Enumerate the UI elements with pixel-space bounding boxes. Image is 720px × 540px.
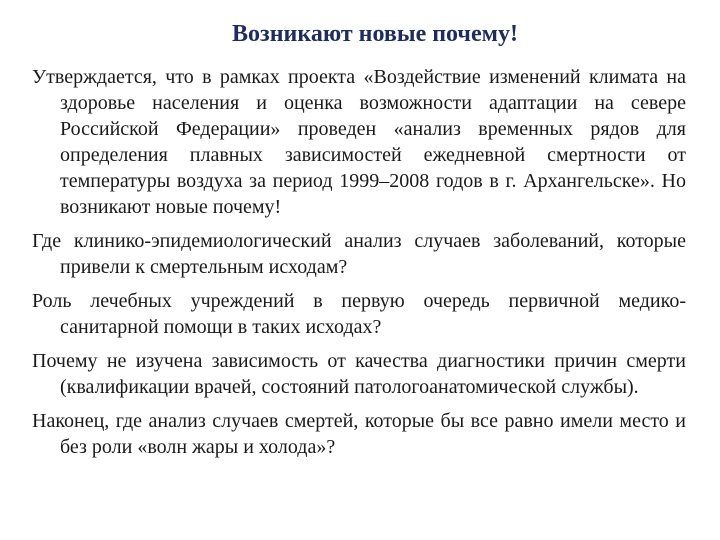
paragraph-medical-institutions: Роль лечебных учреждений в первую очередь первичной медико-санитарной помощи в таких исходах? [32, 290, 686, 338]
slide-body [32, 64, 686, 468]
paragraph-project-claim: Утверждается, что в рамках проекта «Воздействие изменений климата на здоровье населения и оценка возможности адаптации на севере Российской Федерации» проведен «анализ временных рядов для определения плавных зависимостей ежедневной смертности от температуры воздуха за период 1999–2008 годов в г. Архангельске». Но возникают новые почему! [32, 66, 686, 218]
paragraph-diagnostics-quality: Почему не изучена зависимость от качества диагностики причин смерти (квалификации врачей, состояний патологоанатомической службы). [32, 350, 686, 398]
slide-title: Возникают новые почему! [232, 21, 518, 47]
paragraph-death-analysis: Наконец, где анализ случаев смертей, которые бы все равно имели место и без роли «волн жары и холода»? [32, 410, 686, 458]
paragraph-clinical-analysis: Где клинико-эпидемиологический анализ случаев заболеваний, которые привели к смертельным исходам? [32, 230, 686, 278]
